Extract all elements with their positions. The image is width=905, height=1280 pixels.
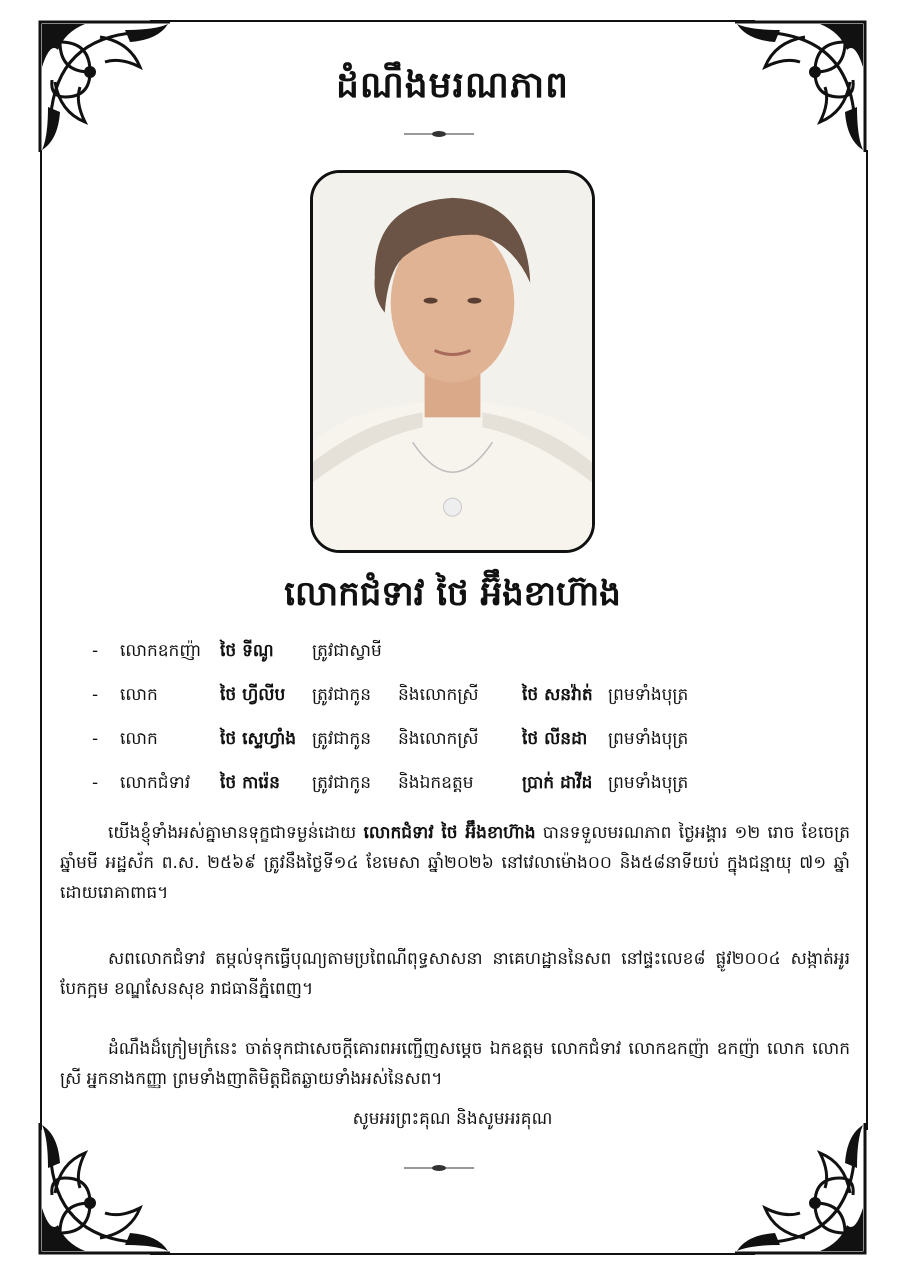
member-name: ថៃ ហ្វីលីប xyxy=(220,685,286,705)
member-relation: ត្រូវជាកូន xyxy=(312,685,372,705)
announcement-paragraph-2: សពលោកជំទាវ តម្កល់ទុកធ្វើបុណ្យតាមប្រពៃណីពុទ្ធសាសនា នាគេហដ្ឋាននៃសព នៅផ្ទះលេខ៨ ផ្លូវ២០០៤ សង្កាត់អូរបែកក្អម ខណ្ឌសែនសុខ រាជធានីភ្នំពេញ។ xyxy=(60,949,850,999)
member-name: ថៃ ស្ទេហ្វាំង xyxy=(220,729,297,749)
family-list xyxy=(92,636,872,812)
member-relation: ត្រូវជាកូន xyxy=(312,729,372,749)
spouse-name: ថៃ សនវ៉ាត់ xyxy=(522,685,593,705)
portrait-photo xyxy=(310,170,595,553)
member-tail: ព្រមទាំងបុត្រ xyxy=(608,773,689,793)
family-row xyxy=(92,724,872,768)
family-row xyxy=(92,636,872,680)
member-tail: ព្រមទាំងបុត្រ xyxy=(608,729,689,749)
member-title: លោក xyxy=(120,729,158,749)
list-dash: - xyxy=(92,685,99,705)
member-title: លោកឧកញ៉ា xyxy=(120,641,201,661)
list-dash: - xyxy=(92,773,99,793)
announcement-paragraph-3: ដំណឹងដ៏ក្រៀមក្រំនេះ ចាត់ទុកជាសេចក្តីគោរពអញ្ជើញសម្តេច ឯកឧត្តម លោកជំទាវ លោកឧកញ៉ា ឧកញ៉ា លោក លោកស្រី អ្នកនាងកញ្ញា ព្រមទាំងញាតិមិត្តជិតឆ្ងាយទាំងអស់នៃសព។ xyxy=(60,1039,850,1089)
frame-left-line xyxy=(40,150,42,1130)
paragraph-text: បានទទួលមរណភាព ថ្ងៃអង្គារ ១២ រោច ខែចេត្រ ឆ្នាំមមី អដ្ឋស័ក ព.ស. ២៥៦៩ ត្រូវនឹងថ្ងៃទី១៤ ខែមេសា ឆ្នាំ២០២៦ នៅវេលាម៉ោង០០ និង៥៨នាទីយប់ ក្នុងជន្មាយុ ៧១ ឆ្នាំ ដោយរោគាពាធ។ xyxy=(60,823,850,903)
paragraph-text: យើងខ្ញុំទាំងអស់គ្នាមានទុក្ខជាទម្ងន់ដោយ xyxy=(108,823,364,843)
member-name: ថៃ ទីណូ xyxy=(220,641,274,661)
corner-ornament-bottom-left xyxy=(30,1113,180,1263)
divider-ornament-top xyxy=(404,130,474,138)
member-title: លោក xyxy=(120,685,158,705)
deceased-name-inline: លោកជំទាវ ថៃ អ៊ឹងខាហ៊ាង xyxy=(363,823,536,843)
list-dash: - xyxy=(92,641,99,661)
member-name: ថៃ ការ៉េន xyxy=(220,773,280,793)
list-dash: - xyxy=(92,729,99,749)
page-title: ដំណឹងមរណភាព xyxy=(336,65,569,106)
closing-thanks: សូមអរព្រះគុណ និងសូមអរគុណ xyxy=(352,1109,553,1129)
family-row xyxy=(92,768,872,812)
member-title: លោកជំទាវ xyxy=(120,773,191,793)
spouse-prefix: និងលោកស្រី xyxy=(398,729,479,749)
deceased-name: លោកជំទាវ ថៃ អ៊ឹងខាហ៊ាង xyxy=(284,574,621,614)
spouse-prefix: និងលោកស្រី xyxy=(398,685,479,705)
corner-ornament-bottom-right xyxy=(725,1113,875,1263)
announcement-paragraph-1 xyxy=(60,818,850,908)
member-relation: ត្រូវជាកូន xyxy=(312,773,372,793)
spouse-prefix: និងឯកឧត្តម xyxy=(398,773,474,793)
divider-ornament-bottom xyxy=(404,1164,474,1172)
frame-top-line xyxy=(150,20,755,22)
family-row xyxy=(92,680,872,724)
member-tail: ព្រមទាំងបុត្រ xyxy=(608,685,689,705)
frame-bottom-line xyxy=(150,1253,755,1255)
spouse-name: ប្រាក់ ដាវីដ xyxy=(522,773,593,793)
spouse-name: ថៃ លីនដា xyxy=(522,729,588,749)
member-relation: ត្រូវជាស្វាមី xyxy=(312,641,382,661)
